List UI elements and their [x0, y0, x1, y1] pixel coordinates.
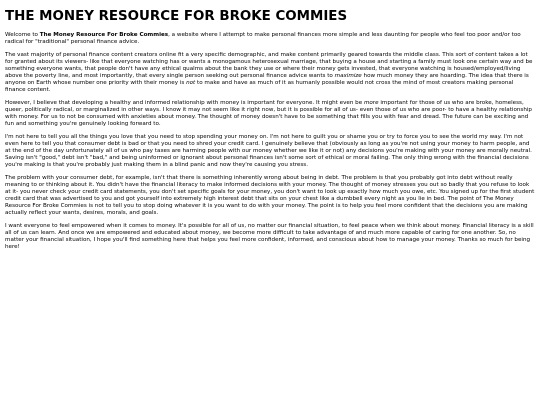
intro-paragraph: [5, 32, 535, 46]
emphasis-maximize: maximize: [334, 73, 362, 80]
belief-text-before: However, I believe that developing a healthy and informed relationship with money is important for everyone. It might even be: [5, 99, 364, 106]
site-name: The Money Resource For Broke Commies: [39, 32, 169, 38]
belief-text-after: important for those of us who are broke, homeless, queer, politically radical, or marginalized in other ways. I know it may not seem like it right now, but it is possible for all of us- even those of us who are poor- to have a healthy relationship with money. For us to not be consumed with anxieties about money. The thought of money doesn't have to be something that fills you with fear and dread. The future can be exciting and fun and something you're genuinely looking forward to.: [5, 99, 532, 128]
belief-paragraph: [5, 100, 535, 128]
demographic-text-before: The vast majority of personal finance content creators online fit a very specific demographic, and make content primarily geared towards the middle class. This sort of content takes a lot for granted about its viewers- like that everyone watching has or wants a monogamous heterosexual marriage, that buying a house and starting a family must look one certain way and be something everyone wants, that people don't have any ethical qualms about the bank they use or where their money gets invested, that everyone watching is housed/employed/living above the poverty line, and most importantly, that every single person seeking out personal finance advice wants to: [5, 51, 533, 80]
intro-text-after: , a website where I attempt to make personal finances more simple and less daunting for people who feel too poor and/or too radical for "traditional" personal finance advice.: [5, 32, 521, 46]
demographic-text-after: to make and have as much of it as humanly possible would not cross the mind of most creators making personal finance content.: [5, 80, 514, 94]
emphasis-not: not: [186, 80, 196, 87]
page-title: THE MONEY RESOURCE FOR BROKE COMMIES: [5, 9, 348, 24]
not-here-paragraph: I'm not here to tell you all the things you love that you need to stop spending your money on. I'm not here to guilt you or shame you or try to force you to see the world my way. I'm not even here to tell you that consumer debt is bad or that you need to shred your credit card. I genuinely believe that (obviously as long as you're not using your money to harm people, and at the end of the day unfortunately all of us who pay taxes are harming people with our money whether we like it or not) any decisions you're making with your money are morally neutral. Saving isn't "good," debt isn't "bad," and being uninformed or ignorant about personal finances isn't some sort of ethical or moral failing. The only thing wrong with the financial decisions you're making is that you're probably just making them in a blind panic and now they're causing you stress.: [5, 133, 532, 169]
emphasis-more: more: [363, 99, 379, 106]
debt-problem-paragraph: The problem with your consumer debt, for example, isn't that there is something inherently wrong about being in debt. The problem is that you probably got into debt without really meaning to or thinking about it. You didn't have the financial literacy to make informed decisions with your money. The thought of money stresses you out so badly that you refuse to look at it- you never check your credit card statements, you don't set specific goals for your money, you don't want to look up exactly how much you owe, etc. You signed up for the first student credit card that was advertised to you and got yourself into extremely high interest debt that sits on your chest like a dumbbell every night as you lie in bed. The point of The Money Resource For Broke Commies is not to tell you to stop doing whatever it is you want to do with your money. The point is to help you feel more confident that the decisions you are making actually reflect your wants, desires, morals, and goals.: [5, 174, 535, 217]
intro-text-before: Welcome to: [5, 32, 40, 38]
demographic-paragraph: [5, 52, 535, 95]
demographic-text-middle: how much money they are hoarding. The idea that there is anyone on Earth whose number one priority with their money is: [5, 73, 529, 87]
empowerment-paragraph: I want everyone to feel empowered when it comes to money. It's possible for all of us, no matter our financial situation, to feel peace when we think about money. Financial literacy is a skill all of us can learn. And once we are empowered and educated about money, we become more difficult to take advantage of and much more capable of caring for one another. So, no matter your financial situation, I hope you'll find something here that helps you feel more confident, informed, and conscious about how to manage your money. Thanks so much for being here!: [5, 223, 534, 251]
